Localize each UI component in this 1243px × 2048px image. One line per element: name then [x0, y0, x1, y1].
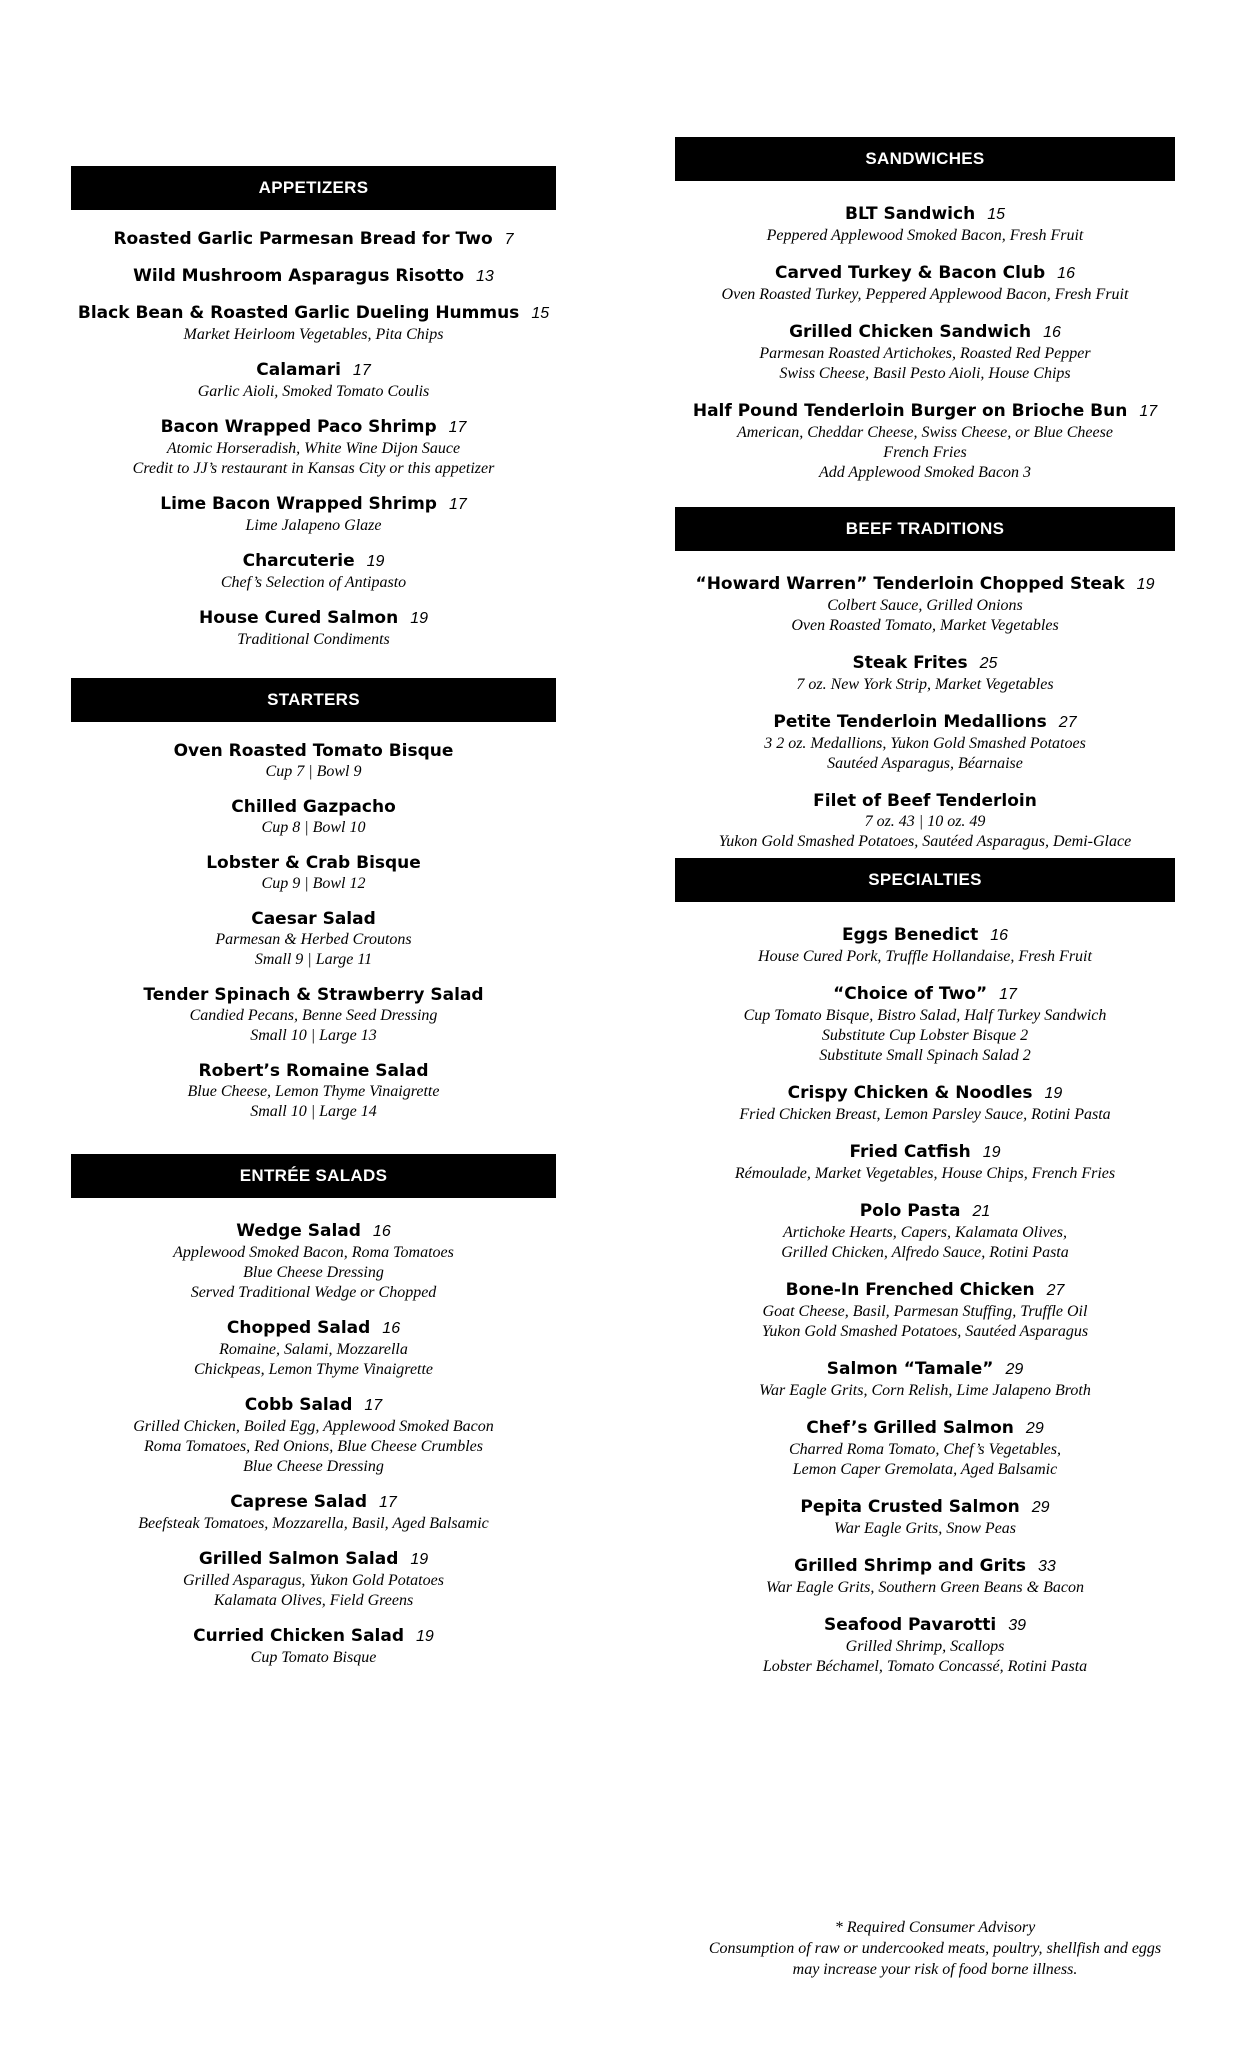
item-price: 19	[366, 553, 385, 570]
item-price: 27	[1046, 1282, 1065, 1299]
item-name: Bacon Wrapped Paco Shrimp	[160, 417, 437, 437]
menu-item	[675, 400, 1175, 483]
item-name-row	[71, 1625, 556, 1648]
item-price: 16	[382, 1320, 401, 1337]
item-description: Sautéed Asparagus, Béarnaise	[827, 755, 1023, 772]
menu-item	[71, 607, 556, 650]
item-name: Chilled Gazpacho	[231, 797, 396, 817]
item-price: 17	[448, 419, 467, 436]
item-description: Rémoulade, Market Vegetables, House Chips, French Fries	[734, 1165, 1116, 1182]
item-description: Garlic Aioli, Smoked Tomato Coulis	[197, 383, 430, 400]
section-header: BEEF TRADITIONS	[675, 507, 1175, 551]
item-name-row	[71, 265, 556, 288]
item-description: French Fries	[883, 444, 967, 461]
item-name-row	[71, 550, 556, 573]
item-description: Colbert Sauce, Grilled Onions	[827, 597, 1023, 614]
item-price: 39	[1008, 1617, 1027, 1634]
item-name-row	[71, 740, 556, 762]
item-description: Cup Tomato Bisque	[250, 1649, 377, 1666]
item-description: American, Cheddar Cheese, Swiss Cheese, or Blue Cheese	[737, 424, 1113, 441]
item-price: 7	[504, 231, 514, 248]
item-price: 17	[448, 496, 467, 513]
item-name: Robert’s Romaine Salad	[198, 1061, 429, 1081]
menu-item	[71, 1625, 556, 1668]
menu-item	[675, 1082, 1175, 1125]
menu-item	[71, 359, 556, 402]
item-name-row	[675, 203, 1175, 226]
menu-item	[71, 265, 556, 288]
menu-item	[675, 652, 1175, 695]
item-name-row	[71, 796, 556, 818]
item-name-row	[675, 1555, 1175, 1578]
item-name: Eggs Benedict	[841, 925, 979, 945]
item-name-row	[675, 1358, 1175, 1381]
section-header: ENTRÉE SALADS	[71, 1154, 556, 1198]
menu-item	[675, 711, 1175, 774]
item-name: Black Bean & Roasted Garlic Dueling Hummus	[77, 303, 520, 323]
menu-item	[71, 1317, 556, 1380]
menu-item	[71, 1548, 556, 1611]
item-price: 16	[990, 927, 1009, 944]
item-name: Fried Catfish	[849, 1142, 971, 1162]
menu-item	[71, 493, 556, 536]
item-price: 16	[1057, 265, 1075, 282]
item-name: Caesar Salad	[251, 909, 376, 929]
item-description: Market Heirloom Vegetables, Pita Chips	[183, 326, 444, 343]
item-name: Chopped Salad	[226, 1318, 371, 1338]
item-name: House Cured Salmon	[199, 608, 399, 628]
item-description: Roma Tomatoes, Red Onions, Blue Cheese Crumbles	[144, 1438, 483, 1455]
menu-item	[675, 1358, 1175, 1401]
item-name: Filet of Beef Tenderloin	[813, 791, 1037, 811]
section-header: APPETIZERS	[71, 166, 556, 210]
menu-item	[675, 1555, 1175, 1598]
menu-item	[675, 1417, 1175, 1480]
item-price: 16	[1043, 324, 1061, 341]
item-name-row	[675, 1082, 1175, 1105]
item-description: Swiss Cheese, Basil Pesto Aioli, House Chips	[779, 365, 1071, 382]
menu-item	[71, 852, 556, 894]
item-name-row	[675, 573, 1175, 596]
item-name: Caprese Salad	[230, 1492, 367, 1512]
item-name-row	[71, 984, 556, 1006]
section-appetizers	[71, 166, 556, 650]
menu-item	[71, 302, 556, 345]
item-description: Traditional Condiments	[237, 631, 390, 648]
item-name: Steak Frites	[852, 653, 968, 673]
item-price: 15	[531, 305, 550, 322]
section-sandwiches	[675, 137, 1175, 483]
item-description: 7 oz. 43 | 10 oz. 49	[864, 813, 986, 830]
menu-item	[675, 790, 1175, 852]
item-name: “Howard Warren” Tenderloin Chopped Steak	[695, 574, 1125, 594]
item-price: 21	[972, 1203, 991, 1220]
item-description: Cup 9 | Bowl 12	[261, 875, 366, 892]
item-description: War Eagle Grits, Southern Green Beans & Bacon	[766, 1579, 1084, 1596]
advisory-line: may increase your risk of food borne illness.	[792, 1961, 1078, 1978]
item-name: Grilled Shrimp and Grits	[794, 1556, 1027, 1576]
item-description: Romaine, Salami, Mozzarella	[219, 1341, 408, 1358]
menu-item	[71, 416, 556, 479]
item-name-row	[71, 908, 556, 930]
item-name-row	[71, 852, 556, 874]
menu-item	[675, 1614, 1175, 1677]
item-name: Crispy Chicken & Noodles	[787, 1083, 1033, 1103]
item-description: Candied Pecans, Benne Seed Dressing	[189, 1007, 438, 1024]
item-description: 3 2 oz. Medallions, Yukon Gold Smashed Potatoes	[764, 735, 1086, 752]
item-description: War Eagle Grits, Corn Relish, Lime Jalapeno Broth	[759, 1382, 1091, 1399]
menu-item	[71, 740, 556, 782]
item-name-row	[675, 1614, 1175, 1637]
item-name: Curried Chicken Salad	[193, 1626, 405, 1646]
item-name-row	[675, 1417, 1175, 1440]
item-price: 29	[1031, 1499, 1050, 1516]
item-name: Pepita Crusted Salmon	[800, 1497, 1020, 1517]
section-starters	[71, 678, 556, 1122]
item-price: 19	[1136, 576, 1155, 593]
menu-item	[675, 203, 1175, 246]
item-name-row	[71, 607, 556, 630]
menu-item	[71, 1394, 556, 1477]
item-description: Oven Roasted Tomato, Market Vegetables	[791, 617, 1059, 634]
item-description: Lobster Béchamel, Tomato Concassé, Rotini Pasta	[762, 1658, 1088, 1675]
item-description: Credit to JJ’s restaurant in Kansas City or this appetizer	[132, 460, 495, 477]
item-name-row	[675, 1496, 1175, 1519]
right-column	[675, 137, 1175, 1677]
item-description: Cup 7 | Bowl 9	[265, 763, 362, 780]
item-name: Chef’s Grilled Salmon	[806, 1418, 1014, 1438]
item-description: Grilled Shrimp, Scallops	[845, 1638, 1005, 1655]
item-description: Atomic Horseradish, White Wine Dijon Sauce	[166, 440, 461, 457]
section-header: SPECIALTIES	[675, 858, 1175, 902]
menu-item	[675, 321, 1175, 384]
item-name-row	[675, 1200, 1175, 1223]
item-name-row	[675, 1141, 1175, 1164]
item-description: Served Traditional Wedge or Chopped	[190, 1284, 437, 1301]
item-description: Grilled Asparagus, Yukon Gold Potatoes	[183, 1572, 444, 1589]
section-header: SANDWICHES	[675, 137, 1175, 181]
item-name: Grilled Salmon Salad	[198, 1549, 399, 1569]
item-description: Goat Cheese, Basil, Parmesan Stuffing, Truffle Oil	[762, 1303, 1088, 1320]
item-name: Petite Tenderloin Medallions	[773, 712, 1047, 732]
item-name: Wedge Salad	[236, 1221, 361, 1241]
item-name-row	[675, 1279, 1175, 1302]
item-name: Lime Bacon Wrapped Shrimp	[160, 494, 437, 514]
item-name: Seafood Pavarotti	[823, 1615, 997, 1635]
item-price: 13	[476, 268, 494, 285]
item-name-row	[675, 652, 1175, 675]
item-price: 29	[1025, 1420, 1044, 1437]
item-description: Fried Chicken Breast, Lemon Parsley Sauce, Rotini Pasta	[739, 1106, 1111, 1123]
item-name-row	[675, 400, 1175, 423]
item-name: Oven Roasted Tomato Bisque	[173, 741, 454, 761]
item-price: 19	[410, 610, 428, 627]
item-name-row	[675, 983, 1175, 1006]
item-name: Lobster & Crab Bisque	[206, 853, 421, 873]
item-description: Artichoke Hearts, Capers, Kalamata Olives,	[783, 1224, 1067, 1241]
advisory-line: * Required Consumer Advisory	[834, 1919, 1036, 1936]
menu-item	[675, 573, 1175, 636]
item-description: Kalamata Olives, Field Greens	[213, 1592, 414, 1609]
item-description: House Cured Pork, Truffle Hollandaise, Fresh Fruit	[758, 948, 1092, 965]
section-entr-e-salads	[71, 1154, 556, 1668]
item-name-row	[675, 711, 1175, 734]
item-price: 16	[372, 1223, 391, 1240]
menu-item	[71, 984, 556, 1046]
menu-item	[71, 908, 556, 970]
item-description: Chickpeas, Lemon Thyme Vinaigrette	[193, 1361, 434, 1378]
item-name-row	[71, 1060, 556, 1082]
item-name-row	[71, 1548, 556, 1571]
item-description: Beefsteak Tomatoes, Mozzarella, Basil, Aged Balsamic	[138, 1515, 489, 1532]
item-name: Wild Mushroom Asparagus Risotto	[133, 266, 465, 286]
item-name-row	[71, 228, 556, 251]
item-price: 17	[999, 986, 1017, 1003]
item-name: Roasted Garlic Parmesan Bread for Two	[113, 229, 493, 249]
item-name-row	[675, 321, 1175, 344]
item-description: Lemon Caper Gremolata, Aged Balsamic	[792, 1461, 1058, 1478]
item-description: Applewood Smoked Bacon, Roma Tomatoes	[173, 1244, 454, 1261]
item-name-row	[71, 1317, 556, 1340]
item-description: Small 10 | Large 13	[250, 1027, 377, 1044]
menu-item	[675, 924, 1175, 967]
menu-item	[71, 1060, 556, 1122]
item-description: Cup Tomato Bisque, Bistro Salad, Half Turkey Sandwich	[743, 1007, 1107, 1024]
section-beef-traditions	[675, 507, 1175, 852]
item-name-row	[675, 790, 1175, 812]
item-name: Grilled Chicken Sandwich	[789, 322, 1032, 342]
menu-item	[675, 1141, 1175, 1184]
item-price: 15	[987, 206, 1005, 223]
item-price: 19	[416, 1628, 434, 1645]
item-description: Blue Cheese Dressing	[243, 1458, 384, 1475]
item-name: Cobb Salad	[244, 1395, 353, 1415]
item-name: Half Pound Tenderloin Burger on Brioche Bun	[692, 401, 1128, 421]
item-name-row	[71, 493, 556, 516]
item-description: Peppered Applewood Smoked Bacon, Fresh Fruit	[766, 227, 1084, 244]
item-name: Salmon “Tamale”	[826, 1359, 994, 1379]
menu-item	[71, 228, 556, 251]
item-description: 7 oz. New York Strip, Market Vegetables	[796, 676, 1054, 693]
item-description: War Eagle Grits, Snow Peas	[833, 1520, 1017, 1537]
item-price: 33	[1038, 1558, 1056, 1575]
menu-item	[71, 1491, 556, 1534]
item-name: Calamari	[256, 360, 341, 380]
item-name: Polo Pasta	[859, 1201, 961, 1221]
item-description: Grilled Chicken, Boiled Egg, Applewood Smoked Bacon	[133, 1418, 494, 1435]
left-column	[71, 166, 556, 1668]
menu-item	[675, 1200, 1175, 1263]
menu-item	[675, 1496, 1175, 1539]
item-description: Add Applewood Smoked Bacon 3	[818, 464, 1032, 481]
menu-item	[71, 796, 556, 838]
item-name: Bone-In Frenched Chicken	[785, 1280, 1035, 1300]
item-description: Substitute Cup Lobster Bisque 2	[821, 1027, 1029, 1044]
section-header: STARTERS	[71, 678, 556, 722]
item-name: Charcuterie	[242, 551, 355, 571]
item-price: 25	[979, 655, 998, 672]
item-description: Blue Cheese Dressing	[243, 1264, 384, 1281]
item-name-row	[675, 924, 1175, 947]
item-name: Tender Spinach & Strawberry Salad	[143, 985, 484, 1005]
item-price: 17	[1139, 403, 1158, 420]
item-name-row	[675, 262, 1175, 285]
menu-item	[675, 262, 1175, 305]
item-price: 19	[410, 1551, 429, 1568]
item-price: 27	[1058, 714, 1077, 731]
item-name: BLT Sandwich	[845, 204, 976, 224]
item-name-row	[71, 302, 556, 325]
section-specialties	[675, 858, 1175, 1677]
item-price: 19	[982, 1144, 1001, 1161]
item-name-row	[71, 1491, 556, 1514]
item-description: Parmesan & Herbed Croutons	[215, 931, 412, 948]
item-description: Small 9 | Large 11	[254, 951, 373, 968]
menu-item	[675, 1279, 1175, 1342]
item-price: 17	[364, 1397, 383, 1414]
item-name: Carved Turkey & Bacon Club	[775, 263, 1046, 283]
item-description: Charred Roma Tomato, Chef’s Vegetables,	[789, 1441, 1061, 1458]
item-name-row	[71, 1394, 556, 1417]
item-price: 17	[352, 362, 371, 379]
item-price: 19	[1044, 1085, 1063, 1102]
item-name-row	[71, 416, 556, 439]
item-name-row	[71, 359, 556, 382]
item-description: Substitute Small Spinach Salad 2	[819, 1047, 1031, 1064]
menu-item	[71, 1220, 556, 1303]
item-description: Blue Cheese, Lemon Thyme Vinaigrette	[187, 1083, 440, 1100]
item-description: Yukon Gold Smashed Potatoes, Sautéed Asparagus	[761, 1323, 1089, 1340]
item-price: 17	[378, 1494, 397, 1511]
item-description: Yukon Gold Smashed Potatoes, Sautéed Asparagus, Demi-Glace	[718, 833, 1132, 850]
item-price: 29	[1005, 1361, 1024, 1378]
item-description: Parmesan Roasted Artichokes, Roasted Red Pepper	[759, 345, 1091, 362]
consumer-advisory	[670, 1917, 1200, 1980]
item-name: “Choice of Two”	[833, 984, 988, 1004]
advisory-line: Consumption of raw or undercooked meats, poultry, shellfish and eggs	[708, 1940, 1162, 1957]
item-description: Grilled Chicken, Alfredo Sauce, Rotini Pasta	[781, 1244, 1069, 1261]
item-description: Cup 8 | Bowl 10	[261, 819, 366, 836]
item-description: Small 10 | Large 14	[250, 1103, 377, 1120]
menu-item	[675, 983, 1175, 1066]
item-description: Oven Roasted Turkey, Peppered Applewood Bacon, Fresh Fruit	[721, 286, 1129, 303]
menu-item	[71, 550, 556, 593]
item-name-row	[71, 1220, 556, 1243]
item-description: Lime Jalapeno Glaze	[245, 517, 382, 534]
item-description: Chef’s Selection of Antipasto	[220, 574, 407, 591]
